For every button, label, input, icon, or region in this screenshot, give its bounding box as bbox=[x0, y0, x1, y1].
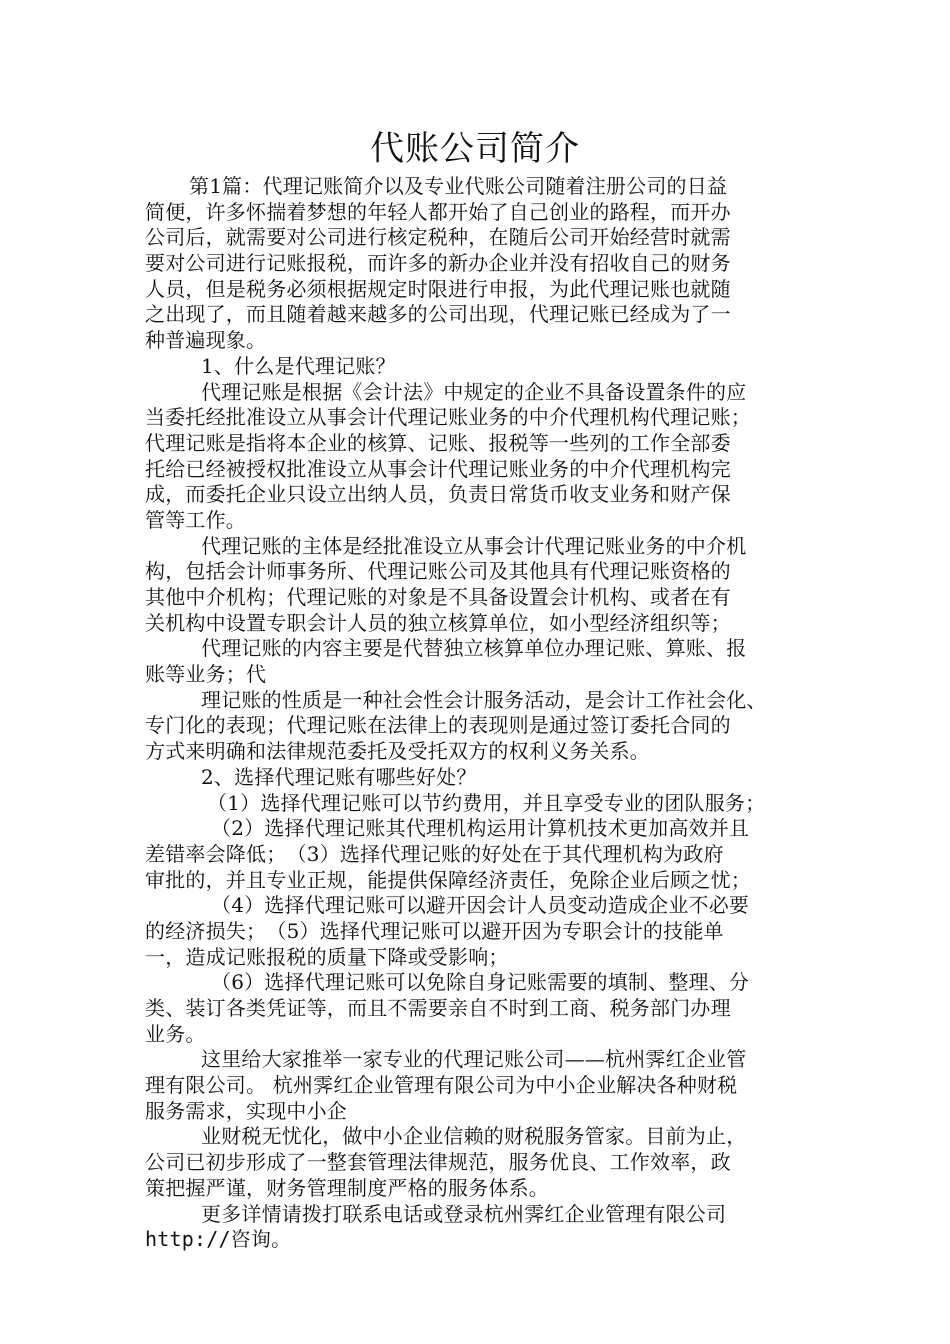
text-line: 种普遍现象。 bbox=[145, 328, 267, 353]
text-line: 策把握严谨，财务管理制度严格的服务体系。 bbox=[145, 1175, 549, 1200]
list-item: （2）选择代理记账其代理机构运用计算机技术更加高效并且 bbox=[211, 816, 750, 841]
text-line: 代理记账的主体是经批准设立从事会计代理记账业务的中介机 bbox=[201, 533, 747, 558]
text-line: 账等业务；代 bbox=[145, 662, 267, 687]
text-line: 理有限公司。 杭州霁红企业管理有限公司为中小企业解决各种财税 bbox=[145, 1073, 738, 1098]
document-title: 代账公司简介 bbox=[370, 129, 580, 169]
section-heading: 2、选择代理记账有哪些好处？ bbox=[201, 764, 477, 789]
text-line: 服务需求，实现中小企 bbox=[145, 1098, 347, 1123]
text-line: 当委托经批准设立从事会计代理记账业务的中介代理机构代理记账； bbox=[145, 405, 751, 430]
text-line: 代理记账是指将本企业的核算、记账、报税等一些列的工作全部委 bbox=[145, 430, 731, 455]
text-line: http://咨询。 bbox=[145, 1227, 292, 1252]
text-line: 理记账的性质是一种社会性会计服务活动，是会计工作社会化、 bbox=[201, 687, 767, 712]
text-line: 人员，但是税务必须根据规定时限进行申报，为此代理记账也就随 bbox=[145, 276, 731, 301]
text-line: 专门化的表现；代理记账在法律上的表现则是通过签订委托合同的 bbox=[145, 713, 731, 738]
document-body bbox=[145, 174, 815, 1253]
text-line: 一，造成记账报税的质量下降或受影响； bbox=[145, 944, 509, 969]
list-item: （4）选择代理记账可以避开因会计人员变动造成企业不必要 bbox=[211, 893, 750, 918]
list-item: （1）选择代理记账可以节约费用，并且享受专业的团队服务； bbox=[207, 790, 766, 815]
list-item: （6）选择代理记账可以免除自身记账需要的填制、整理、分 bbox=[211, 970, 750, 995]
text-line: 业务。 bbox=[145, 1021, 206, 1046]
text-line: 代理记账是根据《会计法》中规定的企业不具备设置条件的应 bbox=[201, 379, 747, 404]
text-line: 其他中介机构；代理记账的对象是不具备设置会计机构、或者在有 bbox=[145, 585, 731, 609]
text-line: 要对公司进行记账报税，而许多的新办企业并没有招收自己的财务 bbox=[145, 251, 731, 276]
text-line: 公司后，就需要对公司进行核定税种，在随后公司开始经营时就需 bbox=[145, 225, 731, 250]
text-line: 业财税无忧化，做中小企业信赖的财税服务管家。目前为止， bbox=[201, 1124, 747, 1149]
text-line: 类、装订各类凭证等，而且不需要亲自不时到工商、税务部门办理 bbox=[145, 996, 731, 1020]
text-line: 这里给大家推举一家专业的代理记账公司——杭州霁红企业管 bbox=[201, 1047, 747, 1072]
text-line: 公司已初步形成了一整套管理法律规范，服务优良、工作效率，政 bbox=[145, 1150, 731, 1175]
text-line: 代理记账的内容主要是代替独立核算单位办理记账、算账、报 bbox=[201, 636, 747, 661]
text-line: 管等工作。 bbox=[145, 507, 246, 532]
text-line: 之出现了，而且随着越来越多的公司出现，代理记账已经成为了一 bbox=[145, 302, 731, 327]
text-line: 构，包括会计师事务所、代理记账公司及其他具有代理记账资格的 bbox=[145, 559, 731, 584]
section-heading: 1、什么是代理记账？ bbox=[201, 353, 396, 378]
text-line: 关机构中设置专职会计人员的独立核算单位，如小型经济组织等； bbox=[145, 610, 731, 635]
text-line: 成，而委托企业只设立出纳人员，负责日常货币收支业务和财产保 bbox=[145, 482, 731, 507]
text-line: 第1篇：代理记账简介以及专业代账公司随着注册公司的日益 bbox=[189, 174, 728, 198]
text-line: 差错率会降低； （3）选择代理记账的好处在于其代理机构为政府 bbox=[145, 841, 724, 866]
text-line: 托给已经被授权批准设立从事会计代理记账业务的中介代理机构完 bbox=[145, 456, 731, 481]
text-line: 更多详情请拨打联系电话或登录杭州霁红企业管理有限公司 bbox=[201, 1201, 727, 1226]
text-line: 的经济损失； （5）选择代理记账可以避开因为专职会计的技能单 bbox=[145, 918, 724, 943]
text-line: 审批的，并且专业正规，能提供保障经济责任，免除企业后顾之忧； bbox=[145, 867, 751, 892]
text-line: 方式来明确和法律规范委托及受托双方的权利义务关系。 bbox=[145, 739, 650, 764]
text-line: 简便，许多怀揣着梦想的年轻人都开始了自己创业的路程，而开办 bbox=[145, 199, 731, 224]
